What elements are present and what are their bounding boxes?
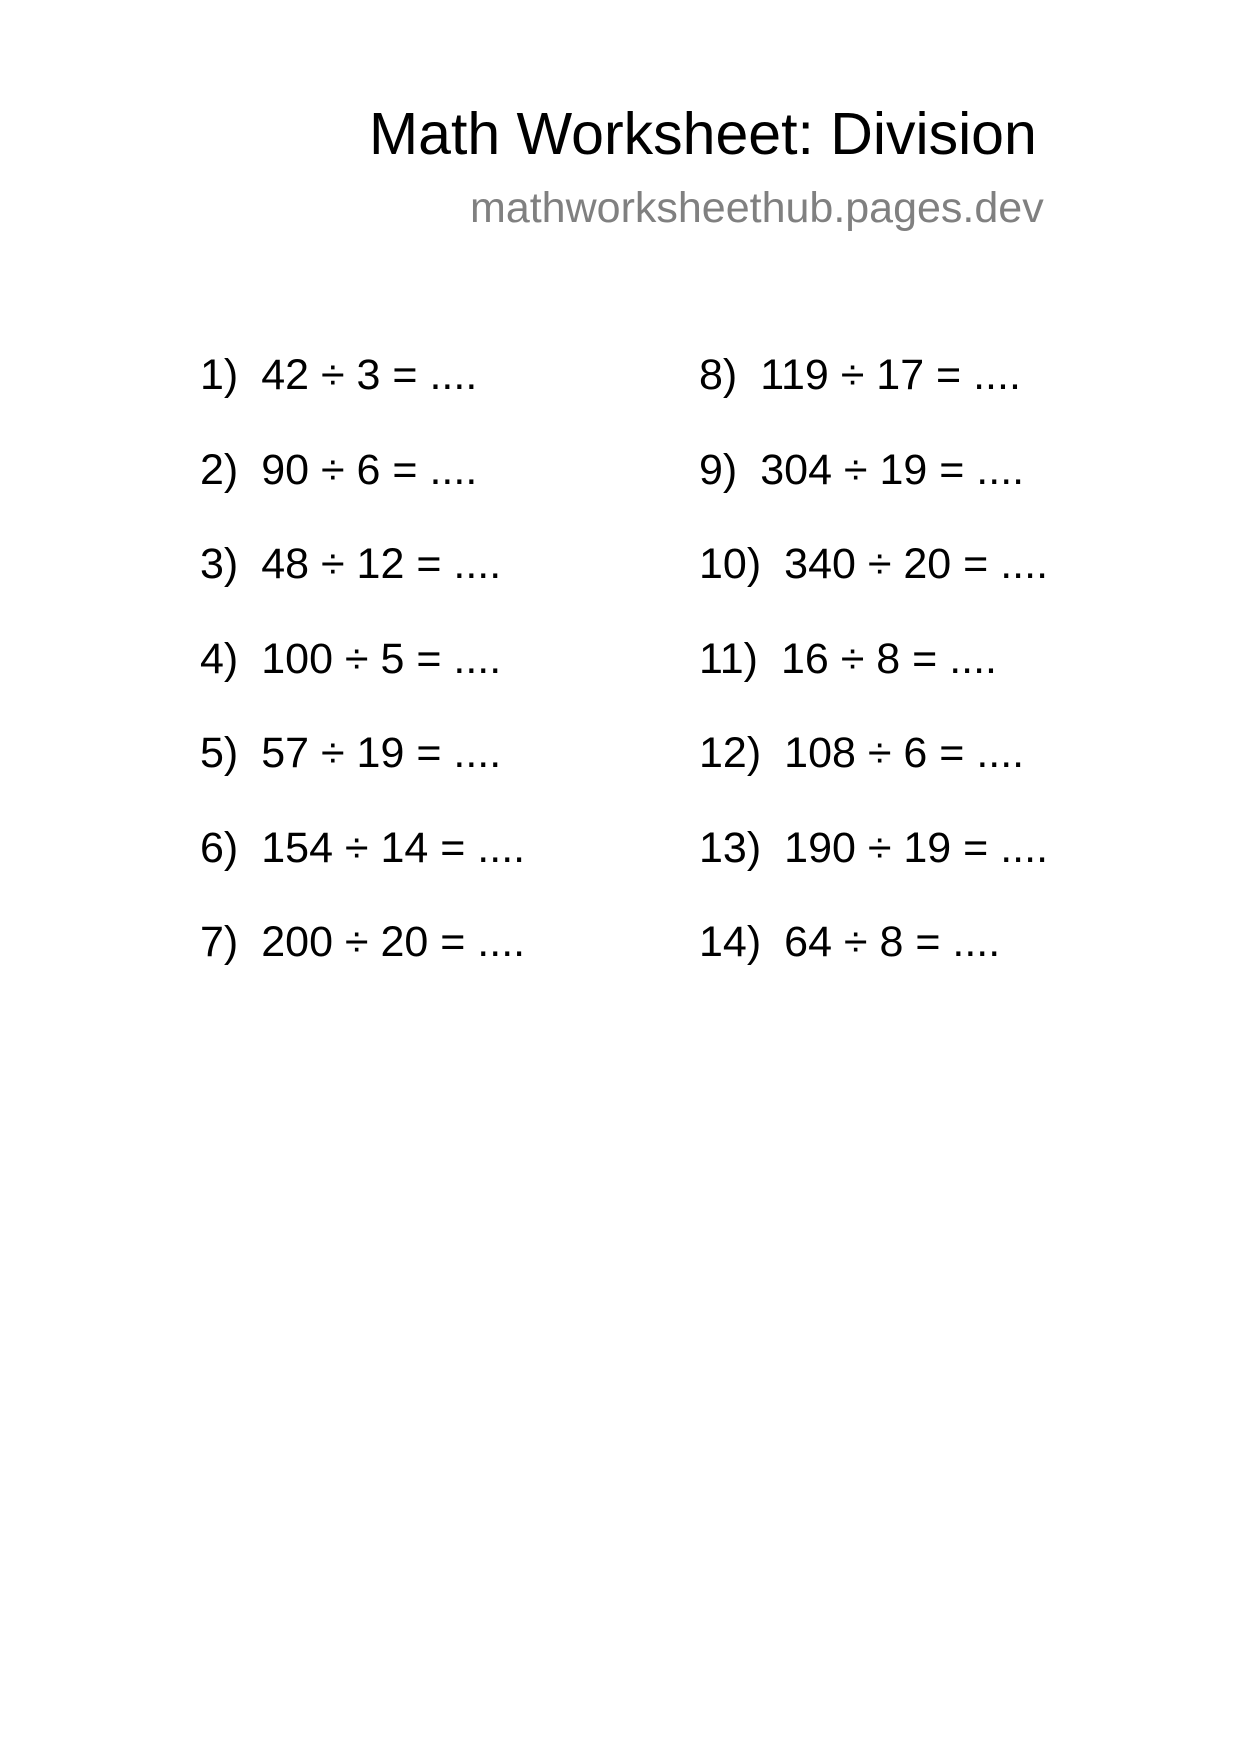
problem-number: 6)	[200, 823, 239, 872]
problem-expression: 340 ÷ 20 = ....	[784, 540, 1049, 588]
page-title: Math Worksheet: Division	[369, 101, 1037, 167]
problem-item	[699, 444, 1139, 539]
problem-expression: 64 ÷ 8 = ....	[784, 918, 1001, 966]
problem-item	[200, 916, 680, 1011]
problem-list-right	[699, 349, 1139, 1011]
problem-expression: 108 ÷ 6 = ....	[784, 729, 1025, 777]
problem-number: 2)	[200, 445, 239, 494]
problem-number: 14)	[699, 918, 762, 966]
problem-item	[200, 633, 680, 728]
problem-item	[200, 349, 680, 444]
problem-number: 5)	[200, 729, 239, 777]
problem-expression: 16 ÷ 8 = ....	[780, 634, 997, 683]
problem-item	[699, 349, 1139, 444]
problem-number: 10)	[699, 540, 762, 588]
problem-expression: 154 ÷ 14 = ....	[261, 823, 526, 872]
problem-expression: 42 ÷ 3 = ....	[261, 351, 478, 399]
problem-number: 8)	[699, 351, 738, 399]
problem-expression: 200 ÷ 20 = ....	[261, 918, 526, 966]
problem-expression: 57 ÷ 19 = ....	[261, 729, 502, 777]
problem-expression: 100 ÷ 5 = ....	[261, 634, 502, 683]
problem-expression: 119 ÷ 17 = ....	[760, 351, 1021, 399]
problem-item	[200, 822, 680, 917]
problem-item	[699, 633, 1139, 728]
problem-number: 1)	[200, 351, 239, 399]
problem-expression: 90 ÷ 6 = ....	[261, 445, 478, 494]
problem-number: 13)	[699, 823, 762, 872]
problem-number: 12)	[699, 729, 762, 777]
problem-item	[699, 916, 1139, 1011]
problem-expression: 48 ÷ 12 = ....	[261, 540, 502, 588]
problem-item	[699, 538, 1139, 633]
problem-number: 9)	[699, 445, 738, 494]
problem-number: 4)	[200, 634, 239, 683]
problem-item	[200, 727, 680, 822]
problem-number: 7)	[200, 918, 239, 966]
problem-item	[200, 538, 680, 633]
problem-item	[200, 444, 680, 539]
problem-number: 11)	[699, 634, 758, 683]
problem-item	[699, 822, 1139, 917]
problem-expression: 304 ÷ 19 = ....	[760, 445, 1025, 494]
problem-expression: 190 ÷ 19 = ....	[784, 823, 1049, 872]
problem-number: 3)	[200, 540, 239, 588]
page-subtitle: mathworksheethub.pages.dev	[470, 184, 1044, 232]
problem-item	[699, 727, 1139, 822]
problem-list-left	[200, 349, 680, 1011]
